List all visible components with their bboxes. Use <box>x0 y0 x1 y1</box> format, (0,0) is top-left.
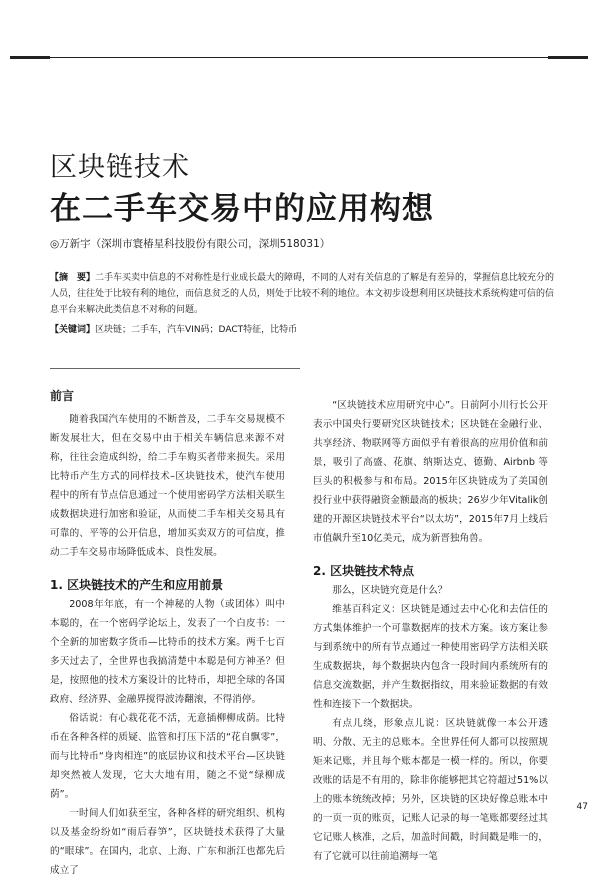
paragraph-s2-2: 维基百科定义：区块链是通过去中心化和去信任的方式集体维护一个可靠数据库的技术方案。该方案让参与到系统中的所有节点通过一种使用密码学方法相关联生成数据块，每个数据块内包含一段时间内系统所有的信息交流数据，并产生数据指纹，用来验证数据的有效性和连接下一个数据块。 <box>313 604 548 710</box>
paragraph-s2-1: 那么，区块链究竟是什么？ <box>332 585 448 596</box>
left-column <box>50 387 285 880</box>
page-number: 47 <box>576 802 588 812</box>
keywords <box>50 322 558 338</box>
paragraph-preface: 随着我国汽车使用的不断普及，二手车交易规模不断发展壮大，但在交易中由于相关车辆信息来源不对称，往往会造成纠纷，给二手车购买者带来损失。采用比特币产生方式的同样技术–区块链技术，使汽车使用程中的所有节点信息通过一个使用密码学方法相关联生成数据块进行加密和验证，从而使二手车相关交易具有可靠的、平等的公开信息，增加买卖双方的可信度，推动二手车交易市场降低成本、良性发展。 <box>50 414 285 558</box>
keywords-text: 区块链；二手车，汽车VIN码；DACT特征，比特币 <box>95 325 298 335</box>
author-line: ◎万新宇（深圳市寰椿星科技股份有限公司，深圳518031） <box>50 238 331 250</box>
paragraph-s2-3: 有点儿绕，形象点儿说：区块链就像一本公开透明、分散、无主的总账本。全世界任何人都可以按照规矩来记账，并且每个账本都是一模一样的。所以，你要改账的话是不有用的，除非你能够把其它符超过51%以上的账本统统改掉；另外，区块链的区块好像总账本中的一页一页的账页，记账人记录的每一笔账都要经过其它记账人核准，之后，加盖时间戳，时间戳是唯一的，有了它就可以往前追溯每一笔 <box>313 718 548 862</box>
top-rule-thick-right <box>548 56 588 59</box>
paragraph-s1-2: 俗话说：有心栽花花不活，无意插柳柳成荫。比特币在各种各样的质疑、监管和打压下活的“花自飘零”，而与比特币“身肉相连”的底层协议和技术平台—区块链却突然被人发现，它大大地有用，随之不觉“绿柳成荫”。 <box>50 713 285 800</box>
paragraph-r-1: “区块链技术应用研究中心”。日前阿小川行长公开表示中国央行要研究区块链技术；区块链在金融行业、共享经济、物联网等方面似乎有着很高的应用价值和前景，吸引了高盛、花旗、纳斯达克、德勤、Airbnb 等巨头的积极参与和布局。2015年区块链成为了美国创投行业中获得融资金额最高的板块；26岁少年Vitalik创建的开源区块链技术平台“以太坊”，2015年7月上线后市值飙升至10亿美元，成为新晋独角兽。 <box>313 400 548 544</box>
top-rule-thick-left <box>10 56 50 59</box>
top-rule <box>10 57 585 58</box>
abstract-divider <box>50 368 300 369</box>
abstract <box>50 270 558 318</box>
title-line-2: 在二手车交易中的应用构想 <box>50 191 434 227</box>
heading-preface: 前言 <box>50 389 75 403</box>
paragraph-s1-3: 一时间人们如获至宝，各种各样的研究组织、机构以及基金纷纷如“雨后春笋”，区块链技术获得了大量的“眼球”。在国内，北京、上海、广东和浙江也都先后成立了 <box>50 808 285 876</box>
heading-section-1: 1. 区块链技术的产生和应用前景 <box>50 578 224 592</box>
abstract-label: 【摘 要】 <box>50 273 96 283</box>
abstract-text: 二手车买卖中信息的不对称性是行业成长最大的障碍，不同的人对有关信息的了解是有差异的，掌握信息比较充分的人员，往往处于比较有利的地位，而信息贫乏的人员，则处于比较不利的地位。本文初步设想利用区块链技术系统构建可信的信息平台来解决此类信息不对称的问题。 <box>50 273 555 315</box>
right-column <box>313 396 548 866</box>
title-line-1: 区块链技术 <box>50 152 190 183</box>
keywords-label: 【关键词】 <box>50 325 96 335</box>
heading-section-2: 2. 区块链技术特点 <box>313 564 415 578</box>
paragraph-s1-1: 2008年年底，有一个神秘的人物（或团体）叫中本聪的，在一个密码学论坛上，发表了一个白皮书：一个全新的加密数字货币—比特币的技术方案。两千七百多天过去了，全世界也我搞清楚中本聪是何方神圣？但是，按照他的技术方案设计的比特币，却把全球的各国政府、经济界、金融界搅得波涛翻滚，不得消停。 <box>50 599 285 705</box>
